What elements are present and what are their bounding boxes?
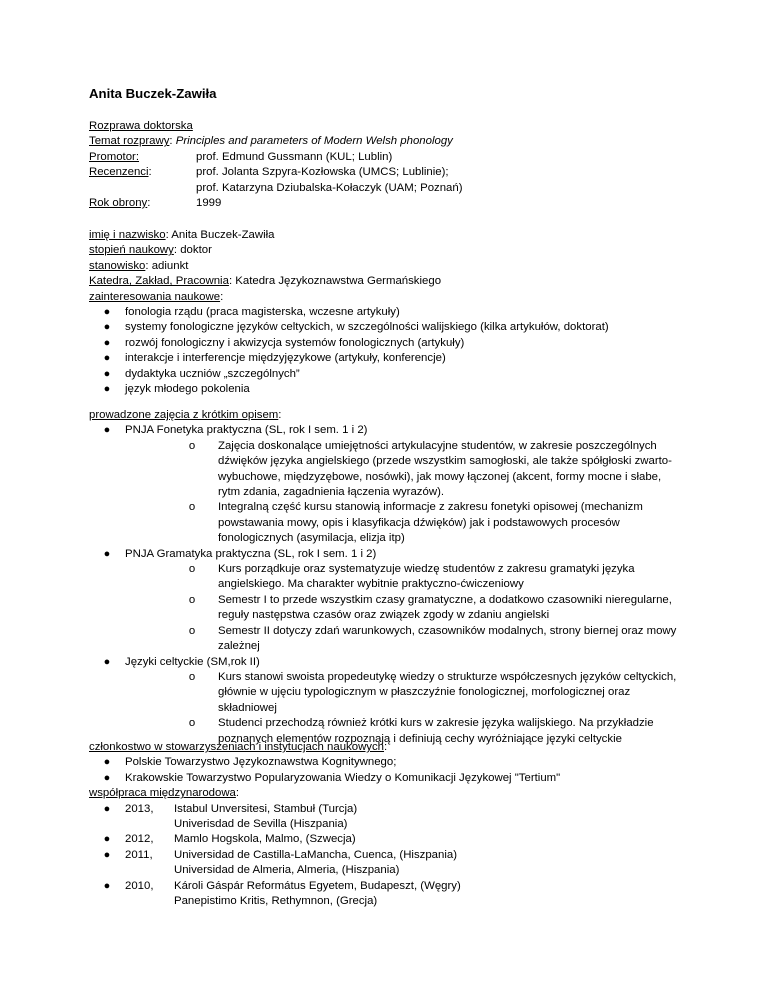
list-item: ● język młodego pokolenia: [89, 382, 689, 397]
course-title: PNJA Gramatyka praktyczna (SL, rok I sem. 1 i 2): [125, 547, 377, 560]
circle-bullet-icon: o: [188, 439, 196, 452]
list-item: ● Polskie Towarzystwo Językoznawstwa Kognitywnego;: [89, 755, 689, 770]
cooperation-list: [89, 802, 689, 910]
memberships-label: członkostwo w stowarzyszeniach i instytucjach naukowych: [89, 741, 385, 753]
bullet-icon: ●: [103, 833, 111, 846]
bullet-icon: ●: [103, 655, 111, 668]
name-value: Anita Buczek-Zawiła: [171, 229, 275, 241]
circle-bullet-icon: o: [188, 624, 196, 637]
course-title: Języki celtyckie (SM,rok II): [125, 655, 260, 668]
list-item: ● fonologia rządu (praca magisterska, wczesne artykuły): [89, 305, 689, 320]
reviewers-label: Recenzenci: [89, 166, 149, 179]
course-note: o Studenci przechodzą również krótki kurs w zakresie języka walijskiego. Na przykładzie poznanych elementów rozpoznają i definiują cechy wyróżniające języki celtyckie: [181, 716, 679, 747]
dept-value: Katedra Językoznawstwa Germańskiego: [235, 275, 442, 288]
bullet-icon: ●: [103, 771, 111, 784]
promotor-label: Promotor:: [89, 150, 140, 163]
cooperation-item: ● 2010, Károli Gáspár Református Egyetem, Budapeszt, (Węgry) Panepistimo Kritis, Rethymnon, (Grecja): [89, 879, 689, 910]
dissertation-section: Rozprawa doktorska Temat rozprawy: Principles and parameters of Modern Welsh phonology Promotor: prof. Edmund Gussmann (KUL; Lublin) Recenzenci: prof. Jolanta Szpyra-Kozłowska (UMCS; Lublinie); prof. Katarzyna Dziubalska-Kołaczyk (UAM; Poznań) Rok obrony: 1999: [89, 119, 689, 211]
degree-label: stopień naukowy: [89, 244, 174, 257]
reviewer-2: prof. Katarzyna Dziubalska-Kołaczyk (UAM; Poznań): [196, 181, 463, 194]
author-name-heading: Anita Buczek-Zawiła: [89, 86, 217, 101]
defense-label: Rok obrony: [89, 197, 148, 210]
memberships-list: [89, 755, 689, 786]
course-title: PNJA Fonetyka praktyczna (SL, rok I sem. 1 i 2): [125, 424, 368, 437]
cooperation-year: 2011,: [125, 848, 153, 861]
course-item: [89, 655, 679, 747]
cooperation-item: ● 2012, Mamlo Hogskola, Malmo, (Szwecja): [89, 832, 689, 847]
cooperation-item: ● 2011, Universidad de Castilla-LaMancha, Cuenca, (Hiszpania) Universidad de Almeria, Almeria, (Hiszpania): [89, 848, 689, 879]
topic-label: Temat rozprawy: [89, 135, 170, 148]
position-label: stanowisko: [89, 259, 146, 272]
circle-bullet-icon: o: [188, 563, 196, 576]
dept-label: Katedra, Zakład, Pracownia: [89, 275, 229, 288]
bullet-icon: ●: [103, 848, 111, 861]
bullet-icon: ●: [103, 367, 111, 380]
course-item: [89, 547, 679, 655]
bullet-icon: ●: [103, 321, 111, 334]
cooperation-year: 2012,: [125, 833, 154, 846]
course-note: o Integralną część kursu stanowią informacje z zakresu fonetyki opisowej (mechanizm powstawania mowy, opis i klasyfikacja dźwięków) jak i podstawowych procesów fonologicznych (asymilacja, elizja itp): [181, 500, 679, 546]
circle-bullet-icon: o: [188, 717, 196, 730]
course-item: [89, 423, 679, 546]
list-item: ● systemy fonologiczne języków celtyckich, w szczególności walijskiego (kilka artykułów, doktorat): [89, 320, 689, 335]
bullet-icon: ●: [103, 756, 111, 769]
courses-list: [89, 423, 679, 747]
bullet-icon: ●: [103, 547, 111, 560]
cooperation-year: 2010,: [125, 879, 154, 892]
cooperation-label: współpraca międzynarodowa: [89, 787, 236, 800]
promotor-value: prof. Edmund Gussmann (KUL; Lublin): [196, 150, 393, 163]
bullet-icon: ●: [103, 352, 111, 365]
bullet-icon: ●: [103, 383, 111, 396]
list-item: ● dydaktyka uczniów „szczególnych”: [89, 367, 689, 382]
courses-label: prowadzone zajęcia z krótkim opisem: [89, 409, 279, 421]
courses-section: prowadzone zajęcia z krótkim opisem: ● PNJA Fonetyka praktyczna (SL, rok I sem. 1 i 2) o Zajęcia doskonalące umiejętności artykulacyjne studentów, w zakresie poszczególnych dźwięków języka angielskiego (przede wszystkim samogłoski, ale także spółgłoski zwarto-wybuchowe, międzyzębowe, nosówki), jak mowy łączonej (akcent, formy mocne i słabe, rytm zdania, zagadnienia łączenia wyrazów). o Integralną część kursu stanowią informacje z zakresu fonetyki opisowej (mechanizm powstawania mowy, opis i klasyfikacja dźwięków) jak i podstawowych procesów fonologicznych (asymilacja, elizja itp) ● PNJA Gramatyka praktyczna (SL, rok I sem. 1 i 2) o Kurs porządkuje oraz systematyzuje wiedzę studentów z zakresu gramatyki języka angielskiego. Ma charakter wybitnie praktyczno-ćwiczeniowy o Semestr I to przede wszystkim czasy gramatyczne, a dodatkowo czasowniki nieregularne, reguły następstwa czasów oraz związek zgody w zdaniu angielski o Semestr II dotyczy zdań warunkowych, czasowników modalnych, strony biernej oraz mowy zależnej ● Języki celtyckie (SM,rok II) o Kurs stanowi swoista propedeutykę wiedzy o strukturze współczesnych języków celtyckich, głównie w ujęciu typologicznym w płaszczyźnie fonologicznej, morfologicznej oraz składniowej o Studenci przechodzą również krótki kurs w zakresie języka walijskiego. Na przykładzie poznanych elementów rozpoznają i definiują cechy wyróżniające języki celtyckie: [89, 408, 679, 747]
defense-year: 1999: [196, 197, 222, 210]
course-note: o Kurs porządkuje oraz systematyzuje wiedzę studentów z zakresu gramatyki języka angielskiego. Ma charakter wybitnie praktyczno-ćwiczeniowy: [181, 562, 679, 593]
topic-value: Principles and parameters of Modern Welsh phonology: [175, 135, 453, 148]
list-item: ● rozwój fonologiczny i akwizycja systemów fonologicznych (artykuły): [89, 336, 689, 351]
list-item: ● interakcje i interferencje międzyjęzykowe (artykuły, konferencje): [89, 351, 689, 366]
dissertation-heading: Rozprawa doktorska: [89, 120, 193, 132]
memberships-section: członkostwo w stowarzyszeniach i instytucjach naukowych: ● Polskie Towarzystwo Językoznawstwa Kognitywnego; ● Krakowskie Towarzystwo Popularyzowania Wiedzy o Komunikacji Językowej "Tertium" współpraca międzynarodowa: ● 2013, Istabul Unversitesi, Stambuł (Turcja) Univerisdad de Sevilla (Hiszpania) ● 2012, Mamlo Hogskola, Malmo, (Szwecja) ● 2011, Universidad de Castilla-LaMancha, Cuenca, (Hiszpania) Universidad de Almeria, Almeria, (Hiszpania) ● 2010, Károli Gáspár Református Egyetem, Budapeszt, (Węgry) Panepistimo Kritis, Rethymnon, (Grecja): [89, 740, 689, 909]
interests-list: [89, 305, 689, 397]
circle-bullet-icon: o: [188, 593, 196, 606]
circle-bullet-icon: o: [188, 501, 196, 514]
profile-section: imię i nazwisko: Anita Buczek-Zawiła stopień naukowy: doktor stanowisko: adiunkt Katedra, Zakład, Pracownia: Katedra Językoznawstwa Germańskiego zainteresowania naukowe: ● fonologia rządu (praca magisterska, wczesne artykuły) ● systemy fonologiczne języków celtyckich, w szczególności walijskiego (kilka artykułów, doktorat) ● rozwój fonologiczny i akwizycja systemów fonologicznych (artykuły) ● interakcje i interferencje międzyjęzykowe (artykuły, konferencje) ● dydaktyka uczniów „szczególnych” ● język młodego pokolenia: [89, 228, 689, 397]
name-label: imię i nazwisko: [89, 229, 166, 241]
list-item: ● Krakowskie Towarzystwo Popularyzowania Wiedzy o Komunikacji Językowej "Tertium": [89, 771, 689, 786]
cooperation-year: 2013,: [125, 802, 154, 815]
bullet-icon: ●: [103, 802, 111, 815]
bullet-icon: ●: [103, 879, 111, 892]
interests-label: zainteresowania naukowe: [89, 290, 221, 303]
course-note: o Semestr I to przede wszystkim czasy gramatyczne, a dodatkowo czasowniki nieregularne, reguły następstwa czasów oraz związek zgody w zdaniu angielski: [181, 593, 679, 624]
cooperation-item: ● 2013, Istabul Unversitesi, Stambuł (Turcja) Univerisdad de Sevilla (Hiszpania): [89, 802, 689, 833]
bullet-icon: ●: [103, 306, 111, 319]
degree-value: doktor: [180, 244, 212, 257]
course-note: o Zajęcia doskonalące umiejętności artykulacyjne studentów, w zakresie poszczególnych dźwięków języka angielskiego (przede wszystkim samogłoski, ale także spółgłoski zwarto-wybuchowe, międzyzębowe, nosówki), jak mowy łączonej (akcent, formy mocne i słabe, rytm zdania, zagadnienia łączenia wyrazów).: [181, 439, 679, 501]
bullet-icon: ●: [103, 336, 111, 349]
reviewer-1: prof. Jolanta Szpyra-Kozłowska (UMCS; Lublinie);: [196, 166, 449, 179]
position-value: adiunkt: [151, 259, 189, 272]
course-note: o Semestr II dotyczy zdań warunkowych, czasowników modalnych, strony biernej oraz mowy zależnej: [181, 624, 679, 655]
circle-bullet-icon: o: [188, 670, 196, 683]
bullet-icon: ●: [103, 424, 111, 437]
course-note: o Kurs stanowi swoista propedeutykę wiedzy o strukturze współczesnych języków celtyckich, głównie w ujęciu typologicznym w płaszczyźnie fonologicznej, morfologicznej oraz składniowej: [181, 670, 679, 716]
